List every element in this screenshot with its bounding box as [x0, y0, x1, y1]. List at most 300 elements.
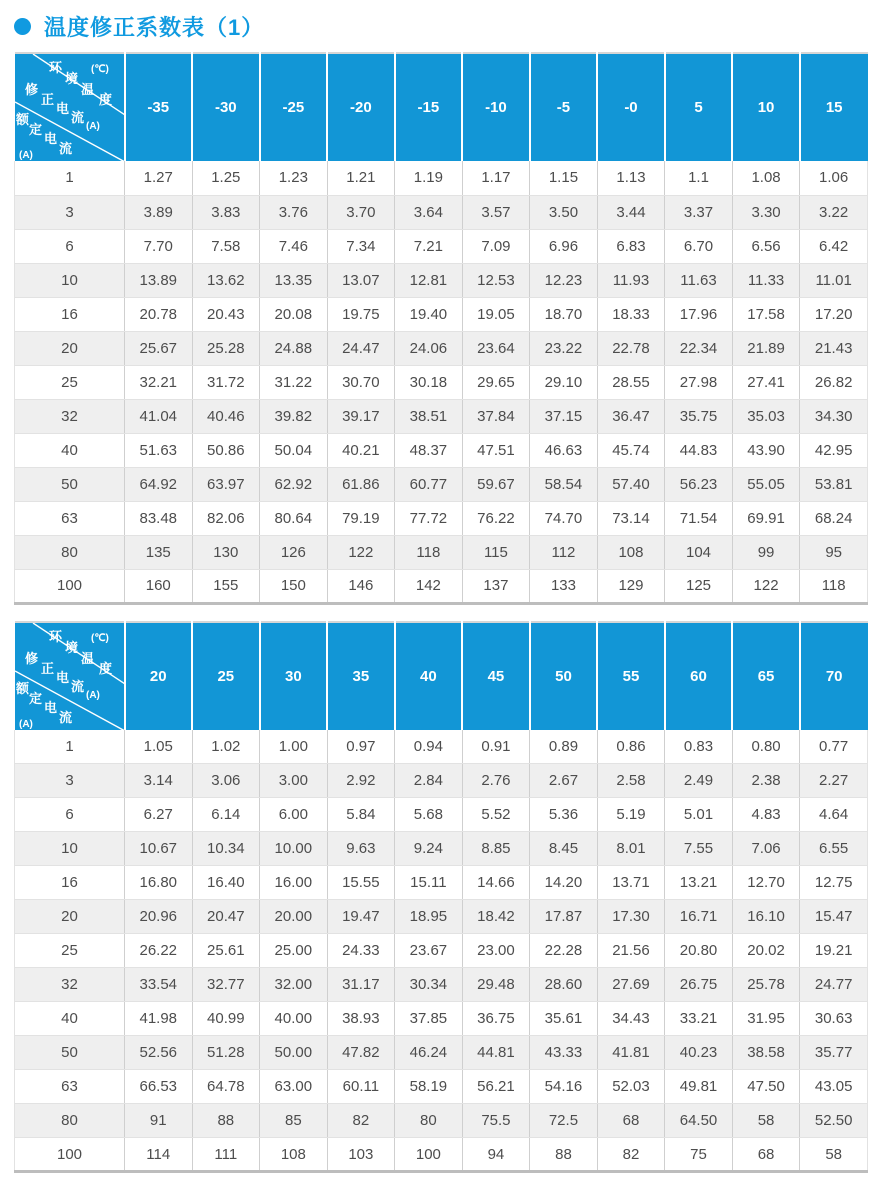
coefficient-value-cell: 2.49: [665, 764, 733, 798]
coefficient-value-cell: 108: [597, 535, 665, 569]
coefficient-value-cell: 80: [395, 1104, 463, 1138]
coefficient-value-cell: 59.67: [462, 467, 530, 501]
coefficient-value-cell: 44.83: [665, 433, 733, 467]
coefficient-value-cell: 36.75: [462, 1002, 530, 1036]
coefficient-value-cell: 82.06: [192, 501, 260, 535]
coefficient-value-cell: 130: [192, 535, 260, 569]
env-temp-label-char: 温: [80, 650, 94, 666]
temperature-header-cell: 45: [462, 622, 530, 730]
env-temp-unit: (℃): [90, 64, 109, 75]
coefficient-value-cell: 20.78: [125, 297, 193, 331]
coefficient-value-cell: 64.78: [192, 1070, 260, 1104]
coefficient-value-cell: 7.55: [665, 832, 733, 866]
coefficient-value-cell: 38.51: [395, 399, 463, 433]
coefficient-value-cell: 12.81: [395, 263, 463, 297]
coefficient-value-cell: 64.50: [665, 1104, 733, 1138]
corrected-current-unit: (A): [85, 689, 100, 701]
coefficient-value-cell: 9.63: [327, 832, 395, 866]
rated-current-label-char: 定: [28, 690, 42, 706]
rated-current-cell: 25: [15, 365, 125, 399]
coefficient-value-cell: 35.75: [665, 399, 733, 433]
coefficient-value-cell: 31.95: [732, 1002, 800, 1036]
temperature-header-cell: -15: [395, 53, 463, 161]
rated-current-cell: 16: [15, 866, 125, 900]
temperature-header-cell: -30: [192, 53, 260, 161]
coefficient-value-cell: 21.89: [732, 331, 800, 365]
rated-current-cell: 50: [15, 1036, 125, 1070]
coefficient-value-cell: 22.34: [665, 331, 733, 365]
table-row: [15, 1002, 868, 1036]
coefficient-value-cell: 12.70: [732, 866, 800, 900]
coefficient-value-cell: 66.53: [125, 1070, 193, 1104]
coefficient-value-cell: 28.55: [597, 365, 665, 399]
coefficient-value-cell: 20.00: [260, 900, 328, 934]
rated-current-unit: (A): [18, 718, 33, 730]
temperature-header-cell: -5: [530, 53, 598, 161]
table-body: [15, 161, 868, 603]
temperature-header-cell: 30: [260, 622, 328, 730]
coefficient-value-cell: 13.35: [260, 263, 328, 297]
coefficient-value-cell: 39.17: [327, 399, 395, 433]
coefficient-value-cell: 26.75: [665, 968, 733, 1002]
coefficient-value-cell: 30.63: [800, 1002, 868, 1036]
coefficient-value-cell: 3.14: [125, 764, 193, 798]
temperature-header-cell: 60: [665, 622, 733, 730]
table-row: [15, 535, 868, 569]
coefficient-value-cell: 11.63: [665, 263, 733, 297]
coefficient-value-cell: 30.34: [395, 968, 463, 1002]
coefficient-value-cell: 1.13: [597, 161, 665, 195]
rated-current-label-char: 流: [58, 709, 72, 725]
coefficient-value-cell: 20.96: [125, 900, 193, 934]
coefficient-value-cell: 2.92: [327, 764, 395, 798]
coefficient-value-cell: 33.54: [125, 968, 193, 1002]
coefficient-value-cell: 54.16: [530, 1070, 598, 1104]
coefficient-value-cell: 0.97: [327, 730, 395, 764]
coefficient-value-cell: 13.71: [597, 866, 665, 900]
coefficient-value-cell: 18.33: [597, 297, 665, 331]
coefficient-value-cell: 52.03: [597, 1070, 665, 1104]
coefficient-value-cell: 22.28: [530, 934, 598, 968]
rated-current-cell: 3: [15, 764, 125, 798]
env-temp-label-char: 度: [98, 92, 112, 107]
coefficient-value-cell: 58: [732, 1104, 800, 1138]
rated-current-cell: 50: [15, 467, 125, 501]
corrected-current-unit: (A): [85, 121, 100, 132]
corrected-current-label-char: 修: [24, 82, 38, 97]
table-row: [15, 501, 868, 535]
coefficient-value-cell: 7.09: [462, 229, 530, 263]
coefficient-value-cell: 11.93: [597, 263, 665, 297]
coefficient-value-cell: 28.60: [530, 968, 598, 1002]
coefficient-value-cell: 15.11: [395, 866, 463, 900]
corner-header-cell: [15, 622, 125, 730]
env-temp-label-char: 度: [98, 660, 112, 676]
temperature-header-cell: 25: [192, 622, 260, 730]
coefficient-value-cell: 58: [800, 1138, 868, 1172]
rated-current-cell: 32: [15, 399, 125, 433]
coefficient-value-cell: 14.20: [530, 866, 598, 900]
coefficient-value-cell: 55.05: [732, 467, 800, 501]
corrected-current-label-char: 修: [24, 650, 38, 666]
coefficient-value-cell: 6.14: [192, 798, 260, 832]
coefficient-value-cell: 46.63: [530, 433, 598, 467]
coefficient-value-cell: 1.1: [665, 161, 733, 195]
coefficient-value-cell: 25.67: [125, 331, 193, 365]
coefficient-value-cell: 6.56: [732, 229, 800, 263]
corrected-current-label-char: 流: [70, 678, 84, 694]
coefficient-value-cell: 94: [462, 1138, 530, 1172]
coefficient-value-cell: 25.78: [732, 968, 800, 1002]
coefficient-value-cell: 118: [395, 535, 463, 569]
coefficient-value-cell: 6.42: [800, 229, 868, 263]
coefficient-value-cell: 3.00: [260, 764, 328, 798]
coefficient-value-cell: 25.28: [192, 331, 260, 365]
coefficient-value-cell: 41.98: [125, 1002, 193, 1036]
coefficient-value-cell: 42.95: [800, 433, 868, 467]
table-row: [15, 730, 868, 764]
coefficient-value-cell: 13.89: [125, 263, 193, 297]
coefficient-value-cell: 37.85: [395, 1002, 463, 1036]
coefficient-value-cell: 23.67: [395, 934, 463, 968]
coefficient-value-cell: 20.08: [260, 297, 328, 331]
coefficient-value-cell: 1.06: [800, 161, 868, 195]
env-temp-unit: (℃): [90, 632, 109, 644]
coefficient-value-cell: 12.53: [462, 263, 530, 297]
coefficient-value-cell: 74.70: [530, 501, 598, 535]
section-title: [14, 12, 868, 40]
rated-current-label-char: 流: [58, 141, 72, 156]
coefficient-value-cell: 103: [327, 1138, 395, 1172]
coefficient-value-cell: 75: [665, 1138, 733, 1172]
coefficient-value-cell: 62.92: [260, 467, 328, 501]
coefficient-value-cell: 12.75: [800, 866, 868, 900]
table-row: [15, 1070, 868, 1104]
table-row: [15, 195, 868, 229]
corrected-current-label-char: 电: [55, 101, 69, 116]
coefficient-value-cell: 72.5: [530, 1104, 598, 1138]
coefficient-value-cell: 6.27: [125, 798, 193, 832]
table-row: [15, 331, 868, 365]
coefficient-value-cell: 0.77: [800, 730, 868, 764]
coefficient-value-cell: 12.23: [530, 263, 598, 297]
coefficient-value-cell: 95: [800, 535, 868, 569]
rated-current-cell: 20: [15, 331, 125, 365]
coefficient-value-cell: 29.65: [462, 365, 530, 399]
header-row: [15, 622, 868, 730]
coefficient-value-cell: 29.48: [462, 968, 530, 1002]
coefficient-value-cell: 4.64: [800, 798, 868, 832]
coefficient-value-cell: 75.5: [462, 1104, 530, 1138]
coefficient-value-cell: 0.86: [597, 730, 665, 764]
coefficient-value-cell: 133: [530, 569, 598, 603]
coefficient-value-cell: 3.76: [260, 195, 328, 229]
table-row: [15, 263, 868, 297]
coefficient-value-cell: 85: [260, 1104, 328, 1138]
coefficient-value-cell: 3.64: [395, 195, 463, 229]
coefficient-value-cell: 14.66: [462, 866, 530, 900]
coefficient-value-cell: 10.00: [260, 832, 328, 866]
coefficient-value-cell: 3.57: [462, 195, 530, 229]
rated-current-cell: 40: [15, 1002, 125, 1036]
coefficient-value-cell: 16.71: [665, 900, 733, 934]
coefficient-value-cell: 17.96: [665, 297, 733, 331]
coefficient-value-cell: 1.27: [125, 161, 193, 195]
coefficient-value-cell: 1.00: [260, 730, 328, 764]
coefficient-value-cell: 31.22: [260, 365, 328, 399]
coefficient-value-cell: 21.43: [800, 331, 868, 365]
coefficient-value-cell: 160: [125, 569, 193, 603]
coefficient-value-cell: 27.41: [732, 365, 800, 399]
table-row: [15, 866, 868, 900]
coefficient-value-cell: 26.22: [125, 934, 193, 968]
coefficient-value-cell: 63.00: [260, 1070, 328, 1104]
coefficient-value-cell: 30.18: [395, 365, 463, 399]
coefficient-value-cell: 50.04: [260, 433, 328, 467]
coefficient-value-cell: 88: [192, 1104, 260, 1138]
table-row: [15, 161, 868, 195]
temperature-header-cell: -35: [125, 53, 193, 161]
coefficient-value-cell: 56.23: [665, 467, 733, 501]
coefficient-value-cell: 16.40: [192, 866, 260, 900]
coefficient-value-cell: 27.69: [597, 968, 665, 1002]
coefficient-value-cell: 45.74: [597, 433, 665, 467]
coefficient-value-cell: 6.55: [800, 832, 868, 866]
coefficient-value-cell: 19.40: [395, 297, 463, 331]
coefficient-value-cell: 52.56: [125, 1036, 193, 1070]
coefficient-value-cell: 44.81: [462, 1036, 530, 1070]
coefficient-value-cell: 68.24: [800, 501, 868, 535]
coefficient-value-cell: 1.08: [732, 161, 800, 195]
coefficient-value-cell: 60.77: [395, 467, 463, 501]
coefficient-value-cell: 83.48: [125, 501, 193, 535]
rated-current-label-char: 定: [28, 122, 42, 137]
coefficient-value-cell: 11.01: [800, 263, 868, 297]
table-row: [15, 569, 868, 603]
coefficient-value-cell: 43.33: [530, 1036, 598, 1070]
coefficient-value-cell: 99: [732, 535, 800, 569]
coefficient-value-cell: 53.81: [800, 467, 868, 501]
coefficient-value-cell: 51.28: [192, 1036, 260, 1070]
header-row: [15, 53, 868, 161]
table-row: [15, 399, 868, 433]
table-row: [15, 900, 868, 934]
coefficient-value-cell: 3.37: [665, 195, 733, 229]
coefficient-value-cell: 3.30: [732, 195, 800, 229]
coefficient-value-cell: 5.52: [462, 798, 530, 832]
coefficient-value-cell: 19.05: [462, 297, 530, 331]
coefficient-value-cell: 50.86: [192, 433, 260, 467]
coefficient-value-cell: 16.80: [125, 866, 193, 900]
coefficient-value-cell: 8.01: [597, 832, 665, 866]
coefficient-value-cell: 1.05: [125, 730, 193, 764]
corner-diagonal-header: [15, 623, 125, 730]
coefficient-value-cell: 1.25: [192, 161, 260, 195]
coefficient-value-cell: 3.70: [327, 195, 395, 229]
table-row: [15, 1104, 868, 1138]
table-row: [15, 467, 868, 501]
coefficient-value-cell: 73.14: [597, 501, 665, 535]
rated-current-cell: 32: [15, 968, 125, 1002]
coefficient-value-cell: 58.19: [395, 1070, 463, 1104]
table-row: [15, 433, 868, 467]
coefficient-value-cell: 47.50: [732, 1070, 800, 1104]
rated-current-cell: 63: [15, 1070, 125, 1104]
coefficient-value-cell: 34.30: [800, 399, 868, 433]
coefficient-value-cell: 3.50: [530, 195, 598, 229]
coefficient-value-cell: 2.27: [800, 764, 868, 798]
coefficient-value-cell: 0.94: [395, 730, 463, 764]
coefficient-value-cell: 61.86: [327, 467, 395, 501]
coefficient-value-cell: 2.67: [530, 764, 598, 798]
coefficient-value-cell: 69.91: [732, 501, 800, 535]
coefficient-value-cell: 17.20: [800, 297, 868, 331]
coefficient-value-cell: 30.70: [327, 365, 395, 399]
rated-current-cell: 80: [15, 1104, 125, 1138]
coefficient-value-cell: 13.62: [192, 263, 260, 297]
coefficient-value-cell: 7.34: [327, 229, 395, 263]
coefficient-value-cell: 63.97: [192, 467, 260, 501]
coefficient-value-cell: 11.33: [732, 263, 800, 297]
coefficient-value-cell: 32.21: [125, 365, 193, 399]
temperature-header-cell: -25: [260, 53, 328, 161]
coefficient-value-cell: 142: [395, 569, 463, 603]
coefficient-value-cell: 8.45: [530, 832, 598, 866]
temperature-header-cell: -20: [327, 53, 395, 161]
coefficient-value-cell: 17.58: [732, 297, 800, 331]
coefficient-value-cell: 1.15: [530, 161, 598, 195]
coefficient-value-cell: 7.46: [260, 229, 328, 263]
coefficient-value-cell: 46.24: [395, 1036, 463, 1070]
rated-current-cell: 63: [15, 501, 125, 535]
coefficient-value-cell: 48.37: [395, 433, 463, 467]
coefficient-value-cell: 104: [665, 535, 733, 569]
coefficient-value-cell: 150: [260, 569, 328, 603]
table-header: [15, 622, 868, 730]
coefficient-value-cell: 77.72: [395, 501, 463, 535]
coefficient-value-cell: 5.84: [327, 798, 395, 832]
coefficient-value-cell: 0.91: [462, 730, 530, 764]
coefficient-value-cell: 122: [732, 569, 800, 603]
table-row: [15, 1138, 868, 1172]
coefficient-value-cell: 6.00: [260, 798, 328, 832]
corrected-current-label-char: 正: [40, 92, 54, 107]
table-row: [15, 764, 868, 798]
coefficient-value-cell: 18.42: [462, 900, 530, 934]
coefficient-value-cell: 5.36: [530, 798, 598, 832]
coefficient-value-cell: 91: [125, 1104, 193, 1138]
rated-current-cell: 16: [15, 297, 125, 331]
temperature-table-1: [14, 52, 868, 605]
coefficient-value-cell: 26.82: [800, 365, 868, 399]
coefficient-value-cell: 24.33: [327, 934, 395, 968]
rated-current-label-char: 电: [43, 131, 57, 146]
coefficient-value-cell: 31.17: [327, 968, 395, 1002]
temperature-header-cell: 40: [395, 622, 463, 730]
coefficient-value-cell: 10.34: [192, 832, 260, 866]
coefficient-value-cell: 33.21: [665, 1002, 733, 1036]
coefficient-value-cell: 25.61: [192, 934, 260, 968]
coefficient-value-cell: 20.43: [192, 297, 260, 331]
coefficient-value-cell: 38.93: [327, 1002, 395, 1036]
coefficient-value-cell: 4.83: [732, 798, 800, 832]
coefficient-value-cell: 7.70: [125, 229, 193, 263]
coefficient-value-cell: 115: [462, 535, 530, 569]
coefficient-value-cell: 51.63: [125, 433, 193, 467]
rated-current-cell: 40: [15, 433, 125, 467]
page-title: 温度修正系数表（1）: [44, 14, 265, 40]
coefficient-value-cell: 8.85: [462, 832, 530, 866]
corrected-current-label-char: 电: [55, 669, 69, 685]
coefficient-value-cell: 52.50: [800, 1104, 868, 1138]
coefficient-value-cell: 2.38: [732, 764, 800, 798]
coefficient-value-cell: 7.21: [395, 229, 463, 263]
coefficient-value-cell: 23.00: [462, 934, 530, 968]
rated-current-label-char: 电: [43, 699, 57, 715]
coefficient-value-cell: 3.06: [192, 764, 260, 798]
table-body: [15, 730, 868, 1172]
coefficient-value-cell: 34.43: [597, 1002, 665, 1036]
table-row: [15, 365, 868, 399]
coefficient-value-cell: 3.44: [597, 195, 665, 229]
corrected-current-label-char: 流: [70, 110, 84, 125]
coefficient-value-cell: 20.02: [732, 934, 800, 968]
coefficient-value-cell: 68: [597, 1104, 665, 1138]
coefficient-value-cell: 6.96: [530, 229, 598, 263]
coefficient-value-cell: 1.17: [462, 161, 530, 195]
coefficient-value-cell: 122: [327, 535, 395, 569]
coefficient-value-cell: 20.47: [192, 900, 260, 934]
coefficient-value-cell: 40.46: [192, 399, 260, 433]
rated-current-cell: 25: [15, 934, 125, 968]
coefficient-value-cell: 13.21: [665, 866, 733, 900]
env-temp-label-char: 境: [64, 71, 78, 86]
rated-current-unit: (A): [18, 150, 33, 161]
rated-current-cell: 6: [15, 229, 125, 263]
coefficient-value-cell: 40.21: [327, 433, 395, 467]
coefficient-value-cell: 15.55: [327, 866, 395, 900]
coefficient-value-cell: 2.76: [462, 764, 530, 798]
coefficient-value-cell: 47.51: [462, 433, 530, 467]
coefficient-value-cell: 7.58: [192, 229, 260, 263]
temperature-header-cell: 35: [327, 622, 395, 730]
rated-current-cell: 1: [15, 730, 125, 764]
corner-header-cell: [15, 53, 125, 161]
coefficient-value-cell: 21.56: [597, 934, 665, 968]
coefficient-value-cell: 82: [597, 1138, 665, 1172]
coefficient-value-cell: 5.19: [597, 798, 665, 832]
rated-current-cell: 100: [15, 1138, 125, 1172]
coefficient-value-cell: 18.95: [395, 900, 463, 934]
temperature-header-cell: 10: [732, 53, 800, 161]
coefficient-value-cell: 23.22: [530, 331, 598, 365]
coefficient-value-cell: 27.98: [665, 365, 733, 399]
coefficient-value-cell: 43.90: [732, 433, 800, 467]
coefficient-value-cell: 9.24: [395, 832, 463, 866]
coefficient-value-cell: 118: [800, 569, 868, 603]
coefficient-value-cell: 1.19: [395, 161, 463, 195]
coefficient-value-cell: 16.10: [732, 900, 800, 934]
corner-diagonal-header: [15, 54, 125, 161]
coefficient-value-cell: 23.64: [462, 331, 530, 365]
coefficient-value-cell: 41.81: [597, 1036, 665, 1070]
coefficient-value-cell: 25.00: [260, 934, 328, 968]
coefficient-value-cell: 17.30: [597, 900, 665, 934]
rated-current-cell: 80: [15, 535, 125, 569]
table-row: [15, 968, 868, 1002]
coefficient-value-cell: 100: [395, 1138, 463, 1172]
temperature-header-cell: 50: [530, 622, 598, 730]
